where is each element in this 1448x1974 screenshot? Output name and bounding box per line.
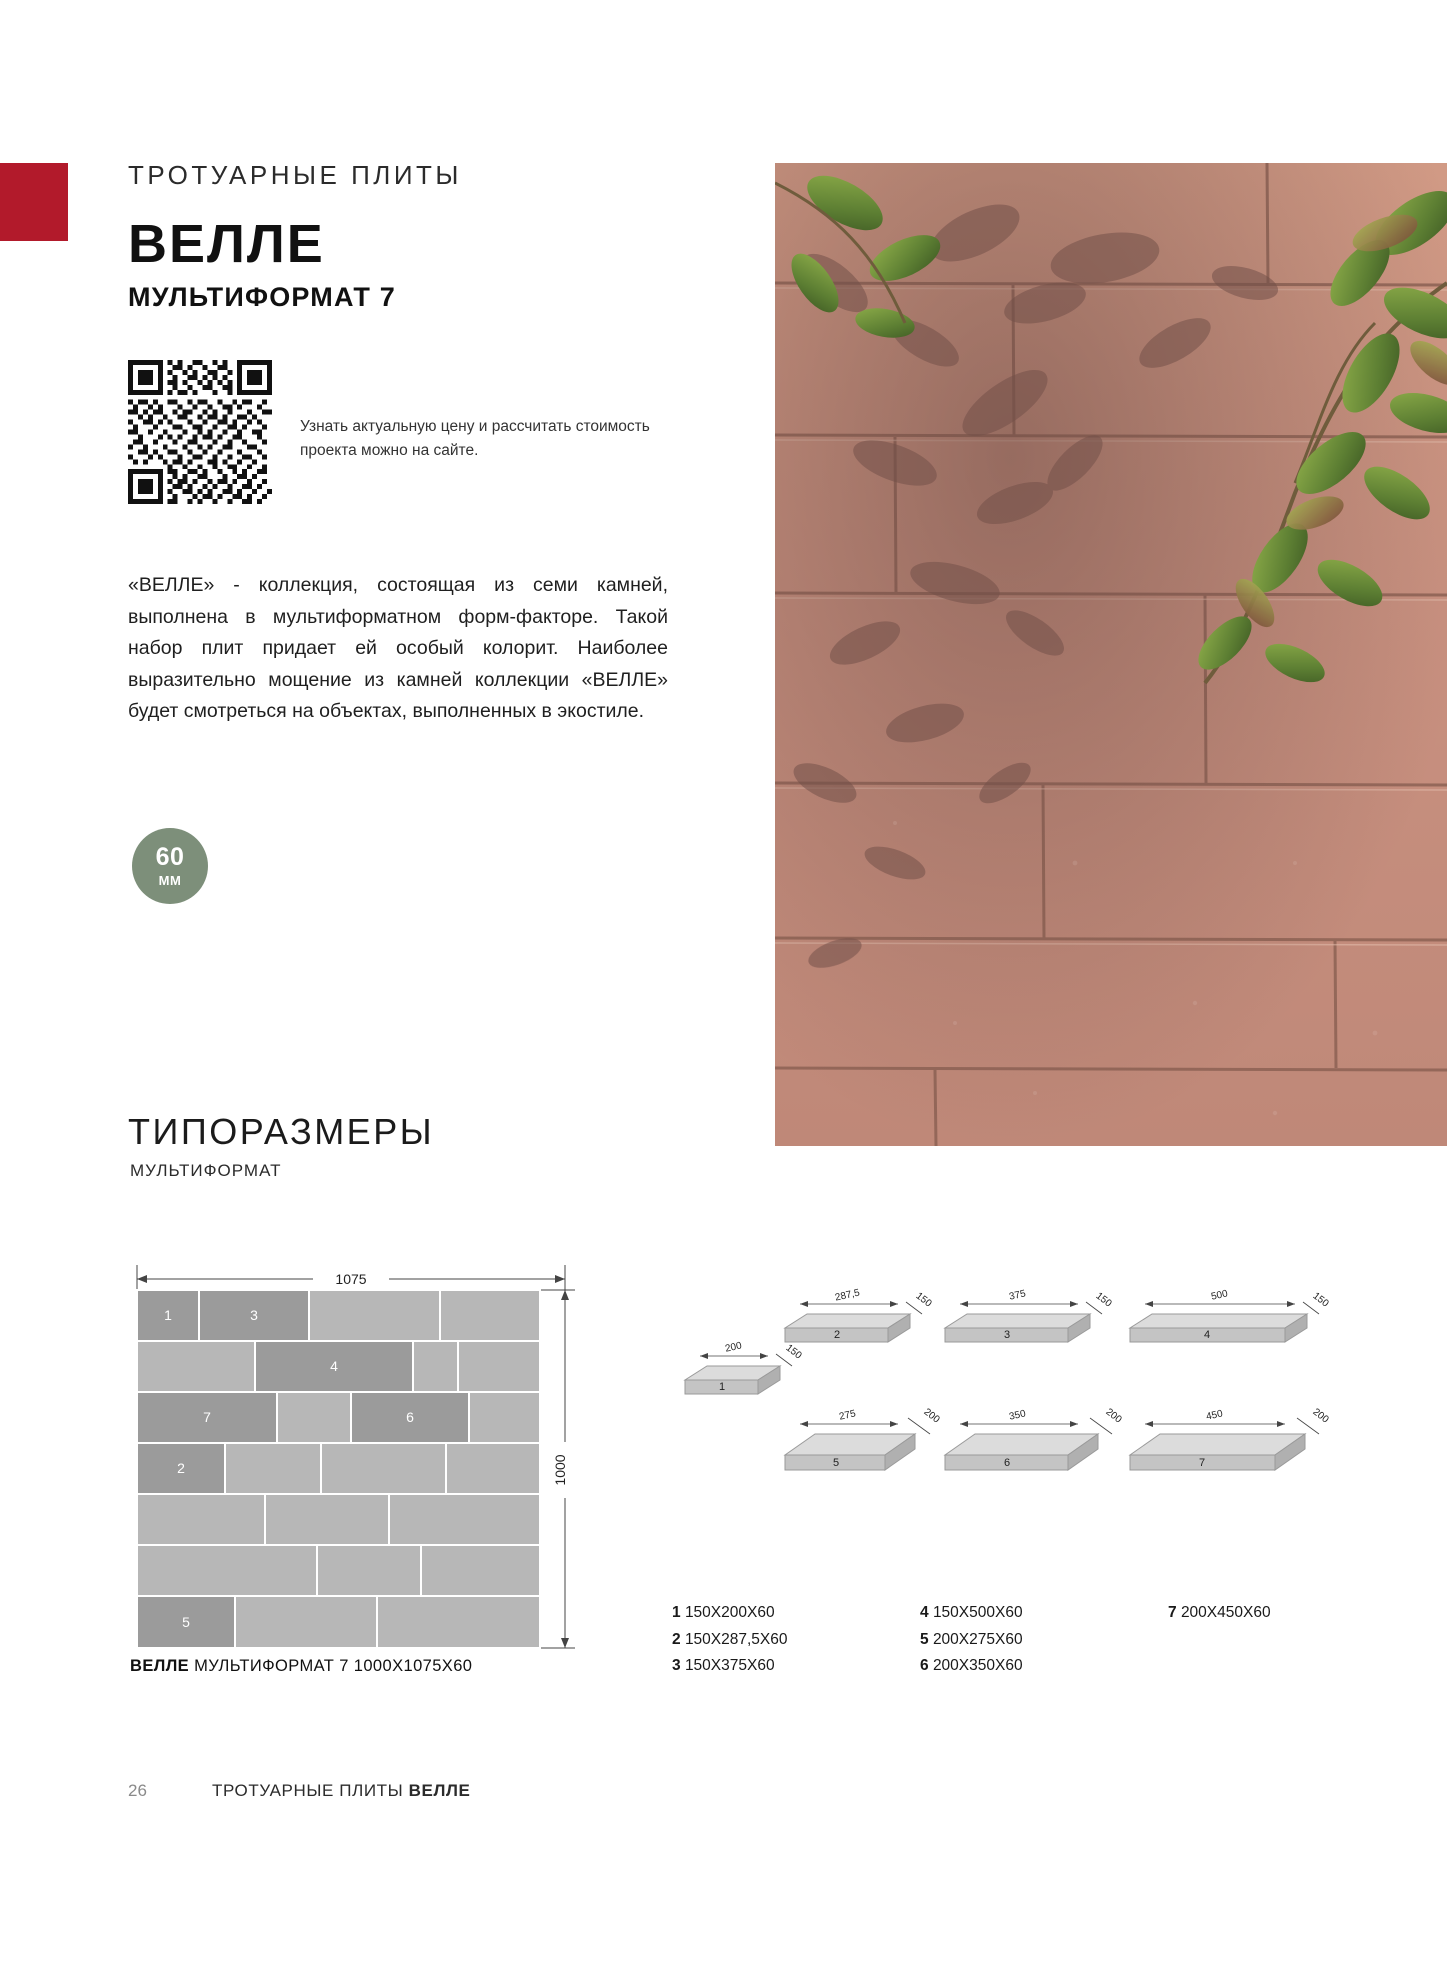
- qr-code-icon[interactable]: [128, 360, 272, 504]
- svg-text:350: 350: [1008, 1408, 1027, 1423]
- svg-text:2: 2: [177, 1460, 185, 1476]
- svg-text:287,5: 287,5: [834, 1287, 861, 1304]
- list-item: [920, 1653, 1023, 1680]
- qr-caption: Узнать актуальную цену и рассчитать стоимость проекта можно на сайте.: [300, 418, 650, 460]
- svg-text:1000: 1000: [552, 1454, 568, 1486]
- accent-mark: [0, 163, 68, 241]
- legend-size: 150Х287,5Х60: [684, 1630, 788, 1648]
- svg-text:1: 1: [718, 1381, 726, 1393]
- svg-text:1075: 1075: [335, 1271, 367, 1287]
- list-item: [672, 1600, 788, 1627]
- list-item: [920, 1627, 1023, 1654]
- product-photo: [775, 163, 1447, 1146]
- list-item: [920, 1600, 1023, 1627]
- block-dimension-diagrams: [640, 1270, 1340, 1570]
- svg-text:150: 150: [913, 1290, 934, 1310]
- svg-text:7: 7: [203, 1409, 211, 1425]
- svg-text:150: 150: [1310, 1290, 1331, 1310]
- legend-size: 150Х200Х60: [684, 1604, 775, 1621]
- footer-label: [212, 1781, 470, 1801]
- legend-index: 1: [672, 1604, 681, 1621]
- svg-text:4: 4: [1203, 1329, 1211, 1341]
- legend-index: 5: [920, 1630, 929, 1648]
- legend-index: 2: [672, 1630, 681, 1648]
- svg-text:4: 4: [330, 1358, 338, 1374]
- sizes-section-title: ТИПОРАЗМЕРЫ: [128, 1111, 435, 1152]
- legend-size: 150Х500Х60: [932, 1604, 1023, 1621]
- svg-text:200: 200: [921, 1406, 942, 1426]
- footer-label-bold: ВЕЛЛЕ: [408, 1781, 471, 1800]
- thickness-value: 60: [155, 843, 185, 871]
- svg-text:3: 3: [250, 1307, 258, 1323]
- layout-plan-caption: [130, 1657, 472, 1676]
- list-item: [672, 1653, 788, 1680]
- layout-plan-diagram: [128, 1232, 580, 1652]
- page-number: 26: [128, 1781, 147, 1800]
- svg-text:5: 5: [182, 1614, 190, 1630]
- svg-text:7: 7: [1198, 1457, 1206, 1469]
- svg-text:2: 2: [833, 1329, 841, 1341]
- svg-text:375: 375: [1008, 1288, 1027, 1303]
- svg-text:150: 150: [1093, 1290, 1114, 1310]
- svg-text:6: 6: [1003, 1457, 1011, 1469]
- page-title: ВЕЛЛЕ: [128, 214, 325, 274]
- svg-text:150: 150: [783, 1342, 804, 1362]
- legend-size: 200Х275Х60: [932, 1630, 1023, 1648]
- thickness-badge: [132, 828, 208, 904]
- svg-text:200: 200: [1310, 1406, 1331, 1426]
- svg-text:500: 500: [1210, 1288, 1229, 1303]
- svg-text:275: 275: [838, 1408, 857, 1423]
- size-legend-column-3: [1168, 1600, 1271, 1627]
- svg-text:3: 3: [1003, 1329, 1011, 1341]
- legend-index: 6: [920, 1657, 929, 1675]
- list-item: [672, 1627, 788, 1654]
- svg-text:5: 5: [832, 1457, 840, 1469]
- legend-size: 200Х450Х60: [1180, 1604, 1271, 1621]
- svg-text:200: 200: [1103, 1406, 1124, 1426]
- size-legend-column-2: [920, 1600, 1023, 1680]
- svg-text:6: 6: [406, 1409, 414, 1425]
- legend-size: 200Х350Х60: [932, 1657, 1023, 1675]
- legend-index: 3: [672, 1657, 681, 1675]
- thickness-unit: ММ: [158, 873, 182, 888]
- svg-text:1: 1: [164, 1307, 172, 1323]
- legend-size: 150Х375Х60: [684, 1657, 775, 1675]
- page-subtitle: МУЛЬТИФОРМАТ 7: [128, 282, 396, 312]
- list-item: [1168, 1600, 1271, 1627]
- page-eyebrow: ТРОТУАРНЫЕ ПЛИТЫ: [128, 160, 462, 190]
- legend-index: 4: [920, 1604, 929, 1621]
- svg-text:200: 200: [724, 1340, 743, 1355]
- size-legend-column-1: [672, 1600, 788, 1680]
- layout-plan-caption-bold: ВЕЛЛЕ: [130, 1657, 190, 1675]
- layout-plan-caption-rest: МУЛЬТИФОРМАТ 7 1000Х1075Х60: [194, 1657, 473, 1675]
- collection-description: «ВЕЛЛЕ» - коллекция, состоящая из семи камней, выполнена в мультиформатном форм-факторе. Такой набор плит придает ей особый колорит. Наиболее выразительно мощение из камней коллекции «ВЕЛЛЕ» будет смотреться на объектах, выполненных в экостиле.: [128, 574, 668, 723]
- footer-label-plain: ТРОТУАРНЫЕ ПЛИТЫ: [212, 1781, 409, 1800]
- sizes-section-subtitle: МУЛЬТИФОРМАТ: [130, 1161, 282, 1180]
- legend-index: 7: [1168, 1604, 1177, 1621]
- svg-text:450: 450: [1205, 1408, 1224, 1423]
